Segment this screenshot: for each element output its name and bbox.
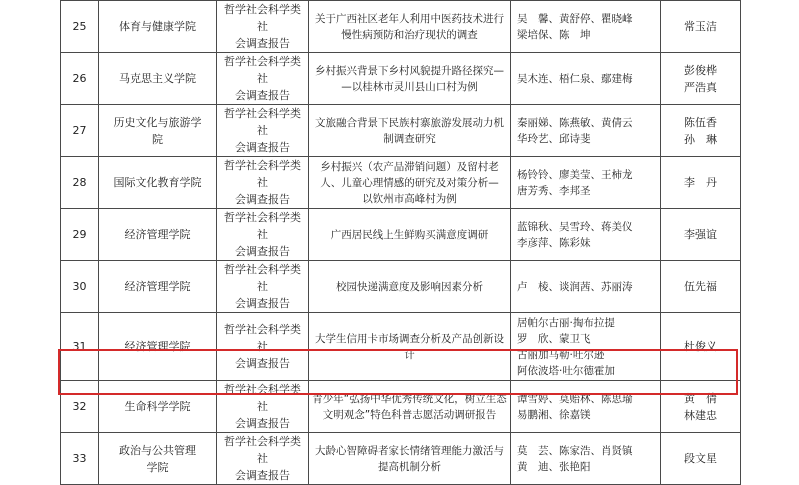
cell-advisor: [661, 313, 741, 381]
cell-topic-line: 乡村振兴背景下乡村风貌提升路径探究—: [315, 64, 504, 77]
cell-category-line: 会调查报告: [235, 357, 290, 370]
cell-category-line: 哲学社会科学类社: [224, 211, 301, 241]
cell-members-line: 杨铃铃、廖美莹、王柿龙: [517, 168, 633, 181]
cell-category-line: 会调查报告: [235, 469, 290, 482]
cell-college-line: 马克思主义学院: [119, 72, 196, 85]
cell-college: [99, 53, 217, 105]
cell-members-line: 莫 芸、陈家浩、肖贤镇: [517, 444, 633, 457]
cell-topic: [309, 209, 511, 261]
cell-topic: [309, 105, 511, 157]
cell-topic-line: 校园快递满意度及影响因素分析: [336, 280, 483, 293]
cell-members: [511, 53, 661, 105]
cell-topic-line: 以钦州市高峰村为例: [362, 192, 457, 205]
cell-number: 30: [61, 261, 99, 313]
cell-college: [99, 261, 217, 313]
cell-members: [511, 313, 661, 381]
cell-topic-line: 计: [404, 348, 415, 361]
cell-members-line: 吴 馨、黄舒停、瞿晓峰: [517, 12, 633, 25]
cell-members-line: 李彦萍、陈彩妹: [517, 236, 591, 249]
cell-advisor-line: 陈伍香: [684, 115, 717, 129]
cell-members: [511, 157, 661, 209]
table-row: [61, 105, 741, 157]
cell-college-line: 生命科学学院: [124, 400, 191, 413]
table-row: [61, 261, 741, 313]
cell-college-line: 国际文化教育学院: [113, 176, 202, 189]
cell-category-line: 会调查报告: [235, 245, 290, 258]
cell-number: 33: [61, 433, 99, 485]
cell-category-line: 会调查报告: [235, 37, 290, 50]
cell-category-line: 哲学社会科学类社: [224, 263, 301, 293]
cell-advisor: [661, 209, 741, 261]
cell-category-line: 哲学社会科学类社: [224, 159, 301, 189]
cell-members-line: 罗 欣、蒙卫飞: [517, 332, 591, 345]
cell-advisor-line: 杜俊义: [684, 340, 717, 353]
cell-category-line: 哲学社会科学类社: [224, 323, 301, 353]
cell-number: 26: [61, 53, 99, 105]
cell-members: [511, 381, 661, 433]
cell-topic-line: —以桂林市灵川县山口村为例: [341, 80, 478, 93]
cell-members-line: 阿依波塔·吐尔德霍加: [517, 364, 615, 377]
cell-advisor-line: 李 丹: [684, 176, 717, 189]
cell-members-line: 居帕尔古丽·掏布拉提: [517, 316, 615, 329]
cell-advisor: [661, 157, 741, 209]
cell-number: 29: [61, 209, 99, 261]
cell-category-line: 哲学社会科学类社: [224, 435, 301, 465]
cell-topic-line: 人、儿童心理情感的研究及对策分析—: [320, 176, 499, 189]
cell-college-line: 经济管理学院: [124, 280, 191, 293]
cell-members-line: 唐芳秀、李邦圣: [517, 184, 591, 197]
cell-members: [511, 105, 661, 157]
cell-topic-line: 大学生信用卡市场调查分析及产品创新设: [315, 332, 504, 345]
cell-advisor: [661, 261, 741, 313]
cell-college-line: 体育与健康学院: [119, 20, 196, 33]
cell-topic: [309, 1, 511, 53]
table-row: [61, 381, 741, 433]
cell-college-line: 院: [152, 132, 163, 146]
cell-advisor: [661, 381, 741, 433]
cell-college-line: 政治与公共管理: [119, 443, 196, 457]
cell-category: [217, 209, 309, 261]
cell-college: [99, 381, 217, 433]
cell-advisor-line: 林建忠: [684, 408, 717, 422]
table-row: [61, 209, 741, 261]
cell-number: 27: [61, 105, 99, 157]
project-table-body: [61, 1, 741, 485]
cell-members: [511, 1, 661, 53]
cell-members: [511, 261, 661, 313]
cell-category: [217, 433, 309, 485]
cell-advisor: [661, 105, 741, 157]
cell-topic: [309, 157, 511, 209]
cell-advisor-line: 李强谊: [684, 228, 717, 241]
cell-members-line: 卢 棱、谈润茜、苏丽涛: [517, 280, 633, 293]
cell-college-line: 历史文化与旅游学: [113, 115, 202, 129]
cell-topic-line: 青少年“弘扬中华优秀传统文化，树立生态: [312, 392, 507, 405]
cell-members: [511, 209, 661, 261]
cell-number: 28: [61, 157, 99, 209]
cell-number: 32: [61, 381, 99, 433]
cell-category-line: 会调查报告: [235, 89, 290, 102]
cell-category-line: 哲学社会科学类社: [224, 383, 301, 413]
cell-topic-line: 广西居民线上生鲜购买满意度调研: [330, 228, 489, 241]
cell-category-line: 哲学社会科学类社: [224, 55, 301, 85]
cell-category-line: 会调查报告: [235, 417, 290, 430]
cell-advisor-line: 段文星: [684, 452, 717, 465]
cell-members-line: 古丽加马勒·吐尔逊: [517, 348, 605, 361]
cell-category: [217, 261, 309, 313]
cell-topic-line: 制调查研究: [383, 132, 436, 145]
project-table: [60, 0, 741, 485]
cell-college: [99, 1, 217, 53]
cell-college: [99, 157, 217, 209]
cell-members-line: 梁培保、陈 坤: [517, 28, 591, 41]
cell-category: [217, 53, 309, 105]
cell-members-line: 蓝锦秋、吴雪玲、蒋美仪: [517, 220, 633, 233]
cell-advisor-line: 黄 倩: [684, 391, 717, 405]
cell-topic-line: 乡村振兴（农产品滞销问题）及留村老: [320, 160, 499, 173]
cell-advisor: [661, 433, 741, 485]
cell-advisor: [661, 1, 741, 53]
cell-advisor-line: 伍先福: [684, 280, 717, 293]
cell-topic: [309, 433, 511, 485]
table-row: [61, 313, 741, 381]
cell-college: [99, 209, 217, 261]
cell-topic-line: 关于广西社区老年人利用中医药技术进行: [315, 12, 504, 25]
cell-topic-line: 慢性病预防和治疗现状的调查: [341, 28, 478, 41]
cell-members-line: 谭雪婷、莫贻林、陈思瑜: [517, 392, 633, 405]
cell-college-line: 学院: [146, 460, 169, 474]
cell-members-line: 易鹏湘、徐嘉镁: [517, 408, 591, 421]
cell-members-line: 黄 迪、张艳阳: [517, 460, 591, 473]
cell-advisor-line: 孙 琳: [684, 132, 717, 146]
cell-advisor: [661, 53, 741, 105]
cell-college-line: 经济管理学院: [124, 228, 191, 241]
cell-category-line: 会调查报告: [235, 141, 290, 154]
cell-category: [217, 157, 309, 209]
cell-category: [217, 1, 309, 53]
cell-category-line: 哲学社会科学类社: [224, 107, 301, 137]
cell-college: [99, 313, 217, 381]
cell-advisor-line: 彭俊桦: [684, 63, 717, 77]
cell-category: [217, 381, 309, 433]
cell-members-line: 华玲艺、邱诗斐: [517, 132, 591, 145]
cell-category-line: 哲学社会科学类社: [224, 3, 301, 33]
cell-category-line: 会调查报告: [235, 297, 290, 310]
cell-topic-line: 提高机制分析: [378, 460, 441, 473]
cell-topic-line: 文明观念”特色科普志愿活动调研报告: [322, 408, 497, 421]
cell-number: 31: [61, 313, 99, 381]
cell-topic-line: 大龄心智障碍者家长情绪管理能力激活与: [315, 444, 504, 457]
cell-topic: [309, 53, 511, 105]
cell-category: [217, 105, 309, 157]
cell-college: [99, 433, 217, 485]
cell-number: 25: [61, 1, 99, 53]
cell-members: [511, 433, 661, 485]
cell-topic-line: 文旅融合背景下民族村寨旅游发展动力机: [315, 116, 504, 129]
cell-advisor-line: 严浩真: [684, 80, 717, 94]
cell-college-line: 经济管理学院: [124, 340, 191, 353]
cell-topic: [309, 313, 511, 381]
cell-category-line: 会调查报告: [235, 193, 290, 206]
cell-members-line: 吴木连、梧仁泉、鄢建梅: [517, 72, 633, 85]
table-row: [61, 53, 741, 105]
cell-topic: [309, 381, 511, 433]
table-row: [61, 1, 741, 53]
cell-members-line: 秦丽娣、陈燕敏、黄倩云: [517, 116, 633, 129]
cell-advisor-line: 常玉洁: [684, 20, 717, 33]
cell-topic: [309, 261, 511, 313]
cell-category: [217, 313, 309, 381]
cell-college: [99, 105, 217, 157]
table-row: [61, 433, 741, 485]
table-row: [61, 157, 741, 209]
